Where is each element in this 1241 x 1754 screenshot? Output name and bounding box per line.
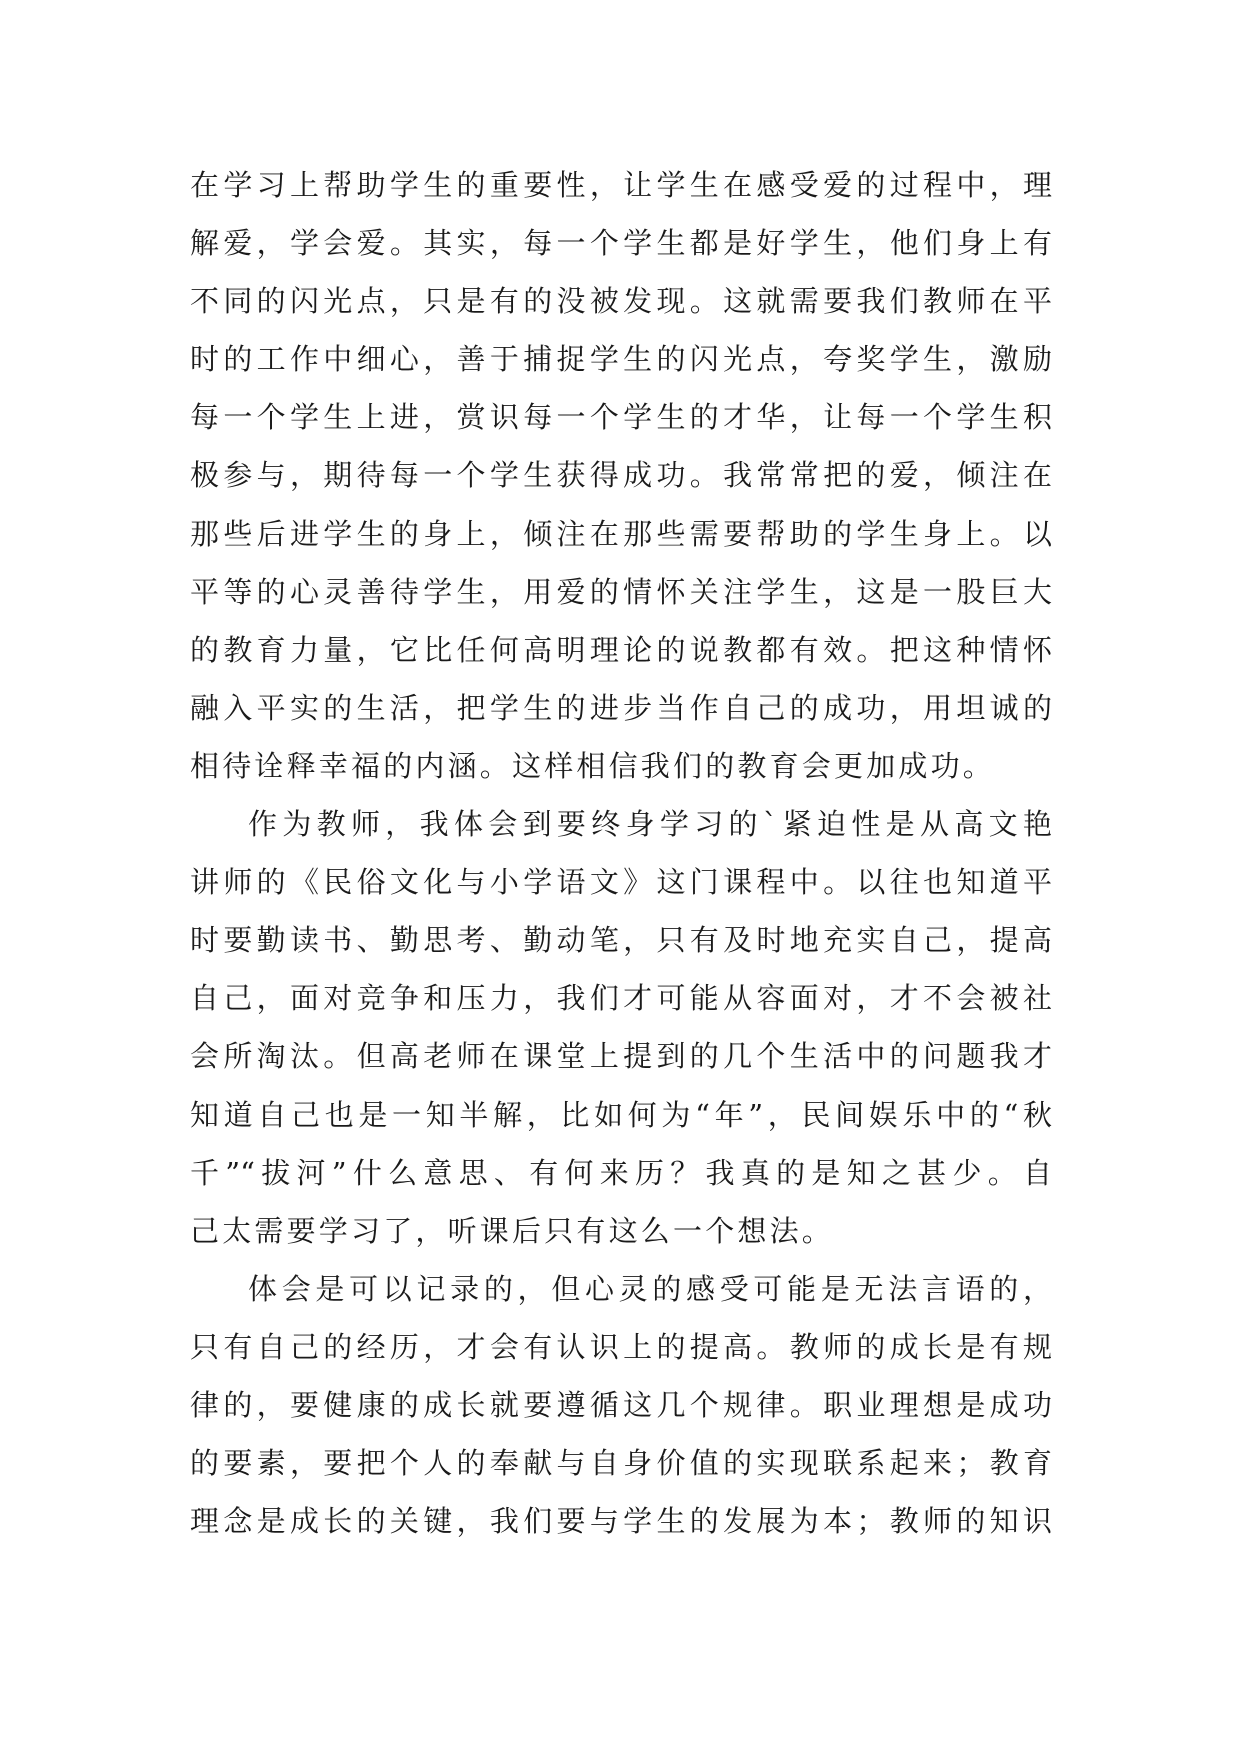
text-line: 时的工作中细心，善于捕捉学生的闪光点，夸奖学生，激励 xyxy=(190,342,1052,377)
text-line: 每一个学生上进，赏识每一个学生的才华，让每一个学生积 xyxy=(190,400,1052,435)
text-line: 极参与，期待每一个学生获得成功。我常常把的爱，倾注在 xyxy=(190,458,1052,493)
text-line: 相待诠释幸福的内涵。这样相信我们的教育会更加成功。 xyxy=(190,748,996,783)
text-line: 自己，面对竞争和压力，我们才可能从容面对，才不会被社 xyxy=(190,981,1052,1016)
text-line: 时要勤读书、勤思考、勤动笔，只有及时地充实自己，提高 xyxy=(190,923,1052,958)
text-line: 在学习上帮助学生的重要性，让学生在感受爱的过程中，理 xyxy=(190,168,1052,202)
text-line: 解爱，学会爱。其实，每一个学生都是好学生，他们身上有 xyxy=(190,226,1052,261)
text-line: 不同的闪光点，只是有的没被发现。这就需要我们教师在平 xyxy=(190,284,1052,319)
text-line: 平等的心灵善待学生，用爱的情怀关注学生，这是一股巨大 xyxy=(190,574,1052,609)
text-line: 理念是成长的关键，我们要与学生的发展为本；教师的知识 xyxy=(190,1504,1052,1539)
text-line: 只有自己的经历，才会有认识上的提高。教师的成长是有规 xyxy=(190,1329,1052,1364)
text-line: 作为教师，我体会到要终身学习的`紧迫性是从高文艳 xyxy=(248,807,1052,842)
paragraph-2 xyxy=(190,795,1052,1260)
document-body xyxy=(190,156,1052,1550)
paragraph-3 xyxy=(190,1260,1052,1550)
text-line: 的要素，要把个人的奉献与自身价值的实现联系起来；教育 xyxy=(190,1446,1052,1481)
text-line: 融入平实的生活，把学生的进步当作自己的成功，用坦诚的 xyxy=(190,690,1052,725)
text-line: 讲师的《民俗文化与小学语文》这门课程中。以往也知道平 xyxy=(190,865,1052,900)
text-line: 会所淘汰。但高老师在课堂上提到的几个生活中的问题我才 xyxy=(190,1039,1052,1074)
text-line: 体会是可以记录的，但心灵的感受可能是无法言语的， xyxy=(248,1271,1052,1306)
text-line: 己太需要学习了，听课后只有这么一个想法。 xyxy=(190,1213,835,1248)
paragraph-1 xyxy=(190,156,1052,795)
text-line: 的教育力量，它比任何高明理论的说教都有效。把这种情怀 xyxy=(190,632,1052,667)
text-line: 那些后进学生的身上，倾注在那些需要帮助的学生身上。以 xyxy=(190,516,1052,551)
text-line: 知道自己也是一知半解，比如何为“年”，民间娱乐中的“秋 xyxy=(190,1097,1052,1132)
text-line: 千”“拔河”什么意思、有何来历？我真的是知之甚少。自 xyxy=(190,1155,1052,1190)
text-line: 律的，要健康的成长就要遵循这几个规律。职业理想是成功 xyxy=(190,1387,1052,1422)
